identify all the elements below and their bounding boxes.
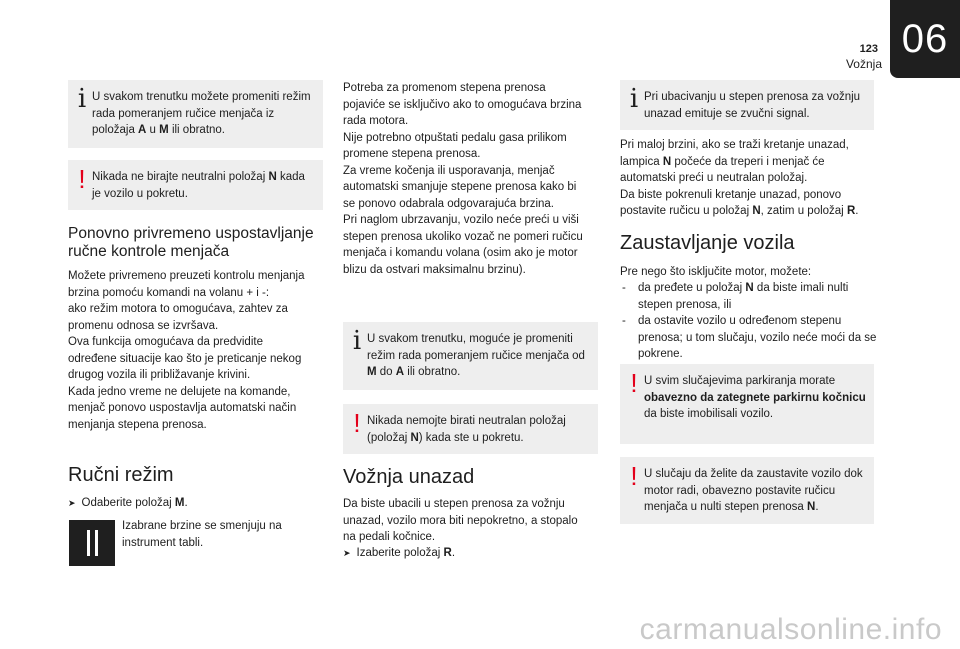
- warning-note-neutral-moving: ! Nikada nemojte birati neutralan položaj (položaj N) kada ste u pokretu.: [343, 404, 598, 454]
- info-note-m-to-a: i U svakom trenutku, moguće je promeniti režim rada pomeranjem ručice menjača od M do A ili obratno.: [343, 322, 598, 390]
- stopping-options-list: [620, 280, 880, 363]
- warning-icon: !: [78, 164, 86, 194]
- heading-stopping: Zaustavljanje vozila: [620, 232, 795, 254]
- warning-icon: !: [630, 368, 638, 398]
- temporary-manual-text: Možete privremeno preuzeti kontrolu menjanja brzina pomoću komandi na volanu + i -: ako režim motora to omogućava, zahtev za promenu odnosa se izvršava. Ova funkcija omogućava da predvidite određene situacije kao što je preticanje nekog drugog vozila ili približavanje krivini. Kada jedno vreme ne delujete na komande, menjač ponovo uspostavlja automatski način menjanja stepena prenosa.: [68, 270, 305, 431]
- heading-reverse: Vožnja unazad: [343, 466, 475, 488]
- section-name: Vožnja: [845, 57, 882, 71]
- info-icon: i: [77, 84, 87, 114]
- info-note-reverse-signal: i Pri ubacivanju u stepen prenosa za vožnju unazad emituje se zvučni signal.: [620, 80, 874, 130]
- reverse-low-speed-text: Pri maloj brzini, ako se traži kretanje unazad, lampica N počeće da treperi i menjač će automatski preći u neutralan položaj. Da biste pokrenuli kretanje unazad, ponovo postavite ručicu u položaj N, zatim u položaj R.: [620, 139, 859, 217]
- warning-icon: !: [353, 408, 361, 438]
- heading-manual-mode: Ručni režim: [68, 464, 174, 486]
- gear-display-text: Izabrane brzine se smenjuju na instrument tabli.: [122, 520, 282, 549]
- list-item: - da pređete u položaj N da biste imali nulti stepen prenosa, ili: [620, 280, 880, 313]
- warning-note-neutral: ! Nikada ne birajte neutralni položaj N kada je vozilo u pokretu.: [68, 160, 323, 210]
- list-item: - da ostavite vozilo u određenom stepenu prenosa; u tom slučaju, vozilo neće moći da se pokrene.: [620, 313, 880, 363]
- info-icon: i: [352, 326, 362, 356]
- bullet-arrow-icon: ➤: [68, 498, 76, 508]
- chapter-number: 06: [901, 16, 949, 61]
- warning-icon: !: [630, 461, 638, 491]
- heading-temporary-manual: Ponovno privremeno uspostavljanje ručne kontrole menjača: [68, 225, 314, 260]
- bullet-select-r: ➤ Izaberite položaj R.: [343, 547, 456, 559]
- gear-indicator-icon: [69, 520, 115, 566]
- warning-note-engine-running: ! U slučaju da želite da zaustavite vozilo dok motor radi, obavezno postavite ručicu menjača u nulti stepen prenosa N.: [620, 457, 874, 524]
- bullet-arrow-icon: ➤: [343, 548, 351, 558]
- chapter-tab: [890, 0, 960, 78]
- info-icon: i: [629, 84, 639, 114]
- stopping-intro: Pre nego što isključite motor, možete:: [620, 266, 812, 278]
- warning-note-parking-brake: ! U svim slučajevima parkiranja morate obavezno da zategnete parkirnu kočnicu da biste imobilisali vozilo.: [620, 364, 874, 444]
- bullet-select-m: ➤ Odaberite položaj M.: [68, 497, 188, 509]
- page-number: 123: [859, 43, 878, 55]
- watermark: carmanualsonline.info: [639, 613, 942, 646]
- reverse-text: Da biste ubacili u stepen prenosa za vožnju unazad, vozilo mora biti nepokretno, a stopalo na pedali kočnice.: [343, 498, 578, 543]
- info-note-mode-switch: i U svakom trenutku možete promeniti režim rada pomeranjem ručice menjača iz položaja A u M ili obratno.: [68, 80, 323, 148]
- upshift-info-text: Potreba za promenom stepena prenosa pojaviće se isključivo ako to omogućava brzina rada motora. Nije potrebno otpuštati pedalu gasa prilikom promene stepena prenosa. Za vreme kočenja ili usporavanja, menjač automatski smanjuje stepene prenosa kako bi se ponovo odabrala odgovarajuća brzina. Pri naglom ubrzavanju, vozilo neće preći u viši stepen prenosa ukoliko vozač ne pomeri ručicu menjača i komandu volana (osim ako je motor blizu da ostvari maksimalnu brzinu).: [343, 82, 583, 276]
